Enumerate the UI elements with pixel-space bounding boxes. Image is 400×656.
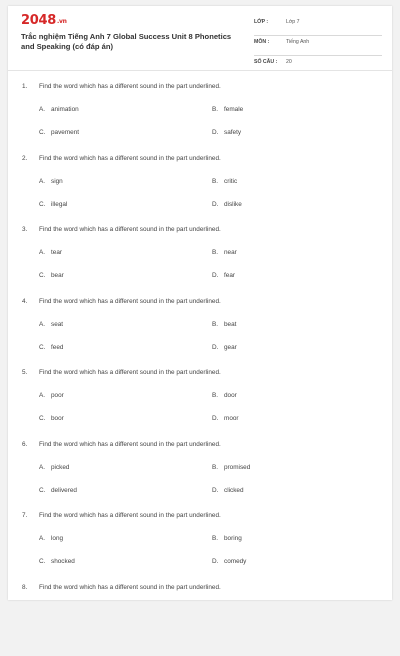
option-word: female	[224, 106, 244, 113]
option-word: gear	[224, 343, 237, 351]
answer-option-d[interactable]	[212, 201, 242, 208]
answer-option-c[interactable]	[39, 129, 79, 136]
worksheet-header	[8, 6, 392, 70]
option-letter: C.	[39, 272, 46, 279]
answer-option-c[interactable]	[39, 558, 75, 565]
option-letter: D.	[212, 200, 219, 208]
question-number: 3.	[22, 226, 28, 233]
answer-option-a[interactable]	[39, 535, 63, 542]
option-word: comedy	[224, 558, 247, 565]
option-letter: B.	[212, 320, 219, 328]
option-word: delivered	[51, 486, 77, 494]
option-word: moor	[224, 415, 239, 422]
answer-option-b[interactable]	[212, 535, 242, 542]
option-letter: D.	[212, 343, 219, 351]
answer-option-b[interactable]	[212, 321, 236, 328]
option-word: boring	[224, 535, 242, 542]
answer-option-b[interactable]	[212, 392, 237, 399]
option-word: boor	[51, 415, 64, 422]
meta-label: SỐ CÂU :	[254, 59, 278, 65]
question-number: 2.	[22, 154, 28, 162]
question-item	[8, 441, 392, 513]
answer-option-c[interactable]	[39, 487, 77, 494]
option-word: poor	[51, 392, 64, 399]
option-letter: C.	[39, 200, 46, 208]
meta-label: MÔN :	[254, 39, 270, 45]
option-letter: A.	[39, 392, 46, 399]
option-letter: C.	[39, 486, 46, 494]
answer-option-a[interactable]	[39, 392, 64, 399]
answer-option-c[interactable]	[39, 344, 63, 351]
question-item	[8, 83, 392, 155]
answer-option-c[interactable]	[39, 272, 64, 279]
question-prompt: Find the word which has a different sound in the part underlined.	[39, 440, 221, 448]
answer-option-b[interactable]	[212, 464, 250, 471]
option-word: clicked	[224, 486, 244, 494]
answer-option-d[interactable]	[212, 129, 241, 136]
meta-label: LỚP :	[254, 19, 269, 25]
answer-option-d[interactable]	[212, 415, 239, 422]
answer-option-a[interactable]	[39, 464, 69, 471]
worksheet-page	[8, 6, 392, 600]
option-word: near	[224, 249, 237, 256]
option-letter: B.	[212, 392, 219, 399]
question-item	[8, 226, 392, 298]
logo-main: 2048	[21, 13, 56, 28]
question-item	[8, 298, 392, 370]
option-word: dislike	[224, 200, 242, 208]
worksheet-title: Trắc nghiệm Tiếng Anh 7 Global Success Unit 8 Phonetics and Speaking (có đáp án)	[21, 32, 232, 51]
answer-option-a[interactable]	[39, 249, 62, 256]
option-letter: A.	[39, 463, 46, 471]
answer-option-a[interactable]	[39, 178, 63, 185]
meta-value: 20	[286, 59, 292, 65]
question-prompt: Find the word which has a different sound in the part underlined.	[39, 154, 221, 162]
option-word: picked	[51, 463, 70, 471]
option-letter: B.	[212, 177, 219, 185]
option-word: beat	[224, 320, 237, 328]
question-item	[8, 512, 392, 584]
option-word: animation	[51, 106, 79, 113]
option-letter: C.	[39, 415, 46, 422]
option-word: door	[224, 392, 237, 399]
question-item	[8, 584, 392, 656]
option-letter: B.	[212, 463, 219, 471]
answer-option-a[interactable]	[39, 106, 79, 113]
answer-option-b[interactable]	[212, 106, 243, 113]
option-word: tear	[51, 249, 63, 256]
option-word: long	[51, 535, 64, 542]
question-number: 8.	[22, 583, 28, 591]
option-letter: A.	[39, 177, 46, 185]
answer-option-d[interactable]	[212, 558, 246, 565]
option-letter: B.	[212, 106, 219, 113]
option-letter: A.	[39, 320, 46, 328]
question-prompt: Find the word which has a different sound in the part underlined.	[39, 83, 221, 90]
option-letter: B.	[212, 249, 219, 256]
header-divider	[8, 70, 392, 71]
option-letter: C.	[39, 343, 46, 351]
option-word: sign	[51, 177, 63, 185]
question-prompt: Find the word which has a different sound in the part underlined.	[39, 226, 221, 233]
site-logo[interactable]	[21, 13, 67, 28]
answer-option-b[interactable]	[212, 249, 237, 256]
meta-value: Tiếng Anh	[286, 39, 310, 45]
question-prompt: Find the word which has a different sound in the part underlined.	[39, 512, 221, 519]
answer-option-c[interactable]	[39, 415, 64, 422]
logo-suffix: .vn	[56, 18, 67, 25]
meta-row-subject	[254, 36, 382, 56]
option-word: promised	[224, 463, 251, 471]
answer-option-d[interactable]	[212, 344, 237, 351]
option-word: fear	[224, 272, 236, 279]
option-word: bear	[51, 272, 64, 279]
option-word: illegal	[51, 200, 68, 208]
option-word: seat	[51, 320, 64, 328]
worksheet-meta	[254, 16, 382, 75]
meta-value: Lớp 7	[286, 19, 300, 25]
option-letter: D.	[212, 558, 219, 565]
option-letter: A.	[39, 106, 46, 113]
option-letter: D.	[212, 272, 219, 279]
option-letter: C.	[39, 558, 46, 565]
question-number: 4.	[22, 297, 28, 305]
question-number: 1.	[22, 83, 28, 90]
answer-option-a[interactable]	[39, 321, 63, 328]
option-letter: A.	[39, 535, 46, 542]
meta-row-count	[254, 56, 382, 75]
answer-option-c[interactable]	[39, 201, 67, 208]
option-word: pavement	[51, 129, 80, 136]
question-number: 5.	[22, 369, 28, 376]
option-word: safety	[224, 129, 242, 136]
option-word: critic	[224, 177, 238, 185]
answer-option-d[interactable]	[212, 487, 244, 494]
answer-option-b[interactable]	[212, 178, 237, 185]
option-letter: D.	[212, 415, 219, 422]
answer-option-d[interactable]	[212, 272, 235, 279]
option-letter: C.	[39, 129, 46, 136]
option-letter: D.	[212, 129, 219, 136]
question-prompt: Find the word which has a different sound in the part underlined.	[39, 369, 221, 376]
question-number: 7.	[22, 512, 28, 519]
question-item	[8, 369, 392, 441]
option-word: feed	[51, 343, 64, 351]
option-letter: B.	[212, 535, 219, 542]
option-letter: A.	[39, 249, 46, 256]
option-word: shocked	[51, 558, 75, 565]
question-prompt: Find the word which has a different sound in the part underlined.	[39, 583, 221, 591]
question-item	[8, 155, 392, 227]
question-prompt: Find the word which has a different sound in the part underlined.	[39, 297, 221, 305]
question-number: 6.	[22, 440, 28, 448]
option-letter: D.	[212, 486, 219, 494]
meta-row-class	[254, 16, 382, 36]
